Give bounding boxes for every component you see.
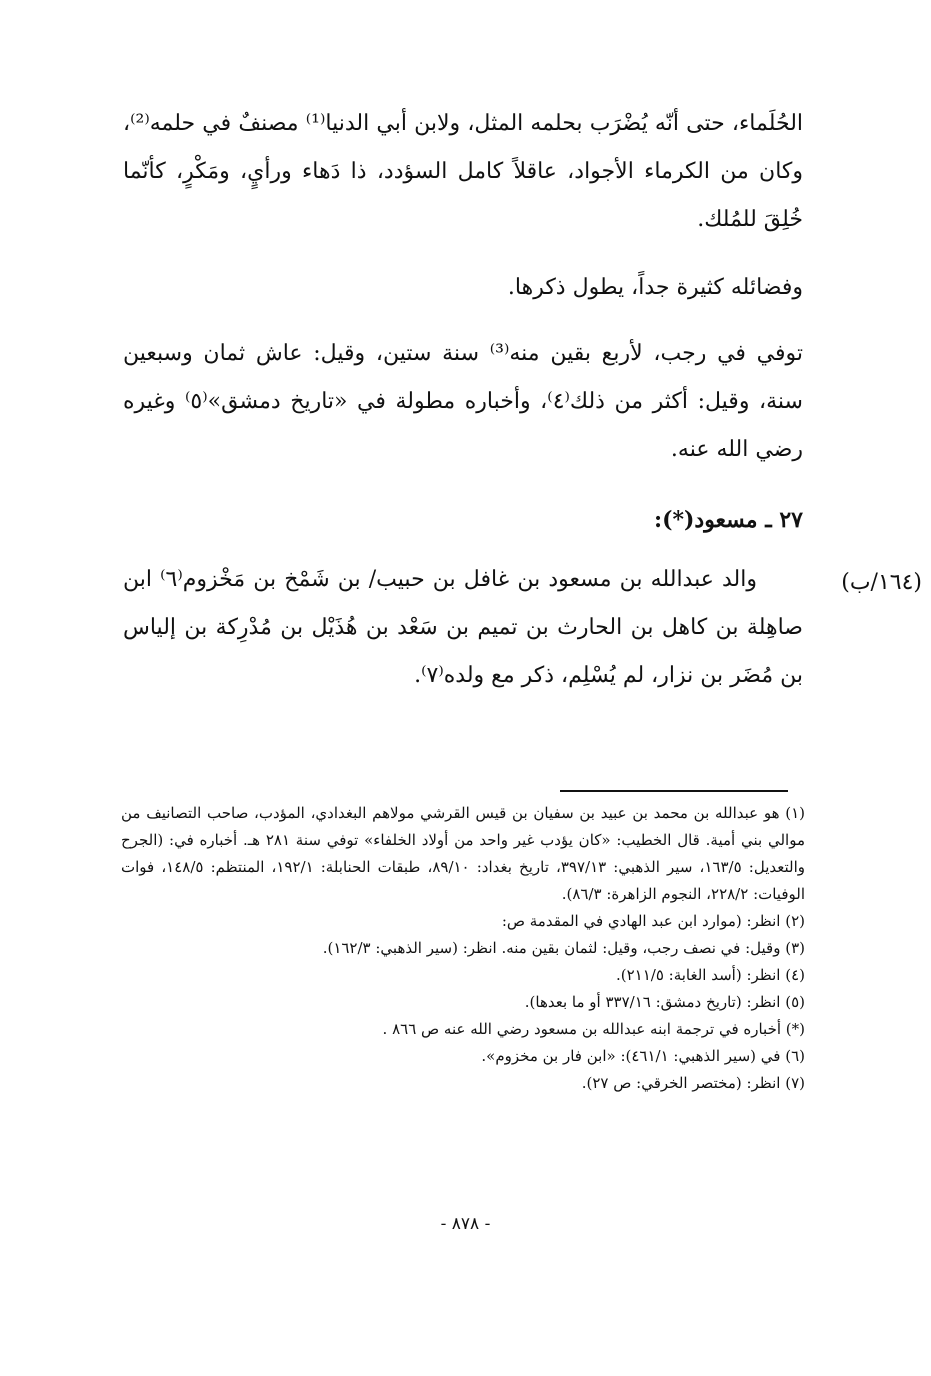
footnote-1: (١) هو عبدالله بن محمد بن عبيد بن سفيان بن قيس القرشي مولاهم البغدادي، المؤدب، صاحب التصانيف من موالي بني أمية. قال الخطيب: «كان يؤدب غير واحد من أولاد الخلفاء» توفي سنة ٢٨١ هـ. أخباره في: (الجرح والتعديل: ١٦٣/٥، سير الذهبي: ٣٩٧/١٣، تاريخ بغداد: ٨٩/١٠، طبقات الحنابلة: ١٩٢/١، المنتظم: ١٤٨/٥، فوات الوفيات: ٢٢٨/٢، النجوم الزاهرة: ٨٦/٣). [121,804,805,903]
paragraph-hilm: الحُلَماء، حتى أنّه يُضْرَب بحلمه المثل، ولابن أبي الدنيا⁽¹⁾ مصنفٌ في حلمه⁽²⁾، وكان من الكرماء الأجواد، عاقلاً كامل السؤدد، ذا دَهاء ورأيٍ، ومَكْرٍ، كأنّما خُلِقَ للمُلك. [123,111,804,232]
footnote-2: (٢) انظر: (موارد ابن عبد الهادي في المقدمة ص: [501,912,805,930]
footnote-4: (٤) انظر: (أسد الغابة: ٢١١/٥). [615,966,805,984]
footnotes [121,800,805,1097]
page-number: - ٨٧٨ - [440,1214,491,1234]
footnote-separator [560,790,788,792]
footnote-6: (٦) في (سير الذهبي: ٤٦١/١): «ابن فار بن مخزوم». [481,1047,805,1065]
footnote-7: (٧) انظر: (مختصر الخرقي: ص ٢٧). [581,1074,805,1092]
paragraph-masud: والد عبدالله بن مسعود بن غافل بن حبيب/ بن شَمْخ بن مَخْزوم⁽٦⁾ ابن صاهِلة بن كاهل بن الحارث بن تميم بن سَعْد بن هُذَيْل بن مُدْرِكة بن إلياس بن مُضَر بن نزار، لم يُسْلِم، ذكر مع ولده⁽٧⁾. [123,567,803,688]
paragraph-virtues: وفضائله كثيرة جداً، يطول ذكرها. [507,275,803,300]
footnote-5: (٥) انظر: (تاريخ دمشق: ٣٣٧/١٦ أو ما بعدها). [524,993,805,1011]
entry-heading: ٢٧ ـ مسعود(*): [653,507,803,533]
footnote-3: (٣) وقيل: في نصف رجب، وقيل: لثمان بقين منه. انظر: (سير الذهبي: ١٦٢/٣). [322,939,805,957]
footnote-star: (*) أخباره في ترجمة ابنه عبدالله بن مسعود رضي الله عنه ص ٨٦٦ . [382,1020,805,1038]
manuscript-folio-ref: (١٦٤/ب) [841,570,922,595]
paragraph-death: توفي في رجب، لأربع بقين منه⁽³⁾ سنة ستين، وقيل: عاش ثمان وسبعين سنة، وقيل: أكثر من ذلك⁽٤⁾، وأخباره مطولة في «تاريخ دمشق»⁽٥⁾ وغيره رضي الله عنه. [123,341,803,462]
